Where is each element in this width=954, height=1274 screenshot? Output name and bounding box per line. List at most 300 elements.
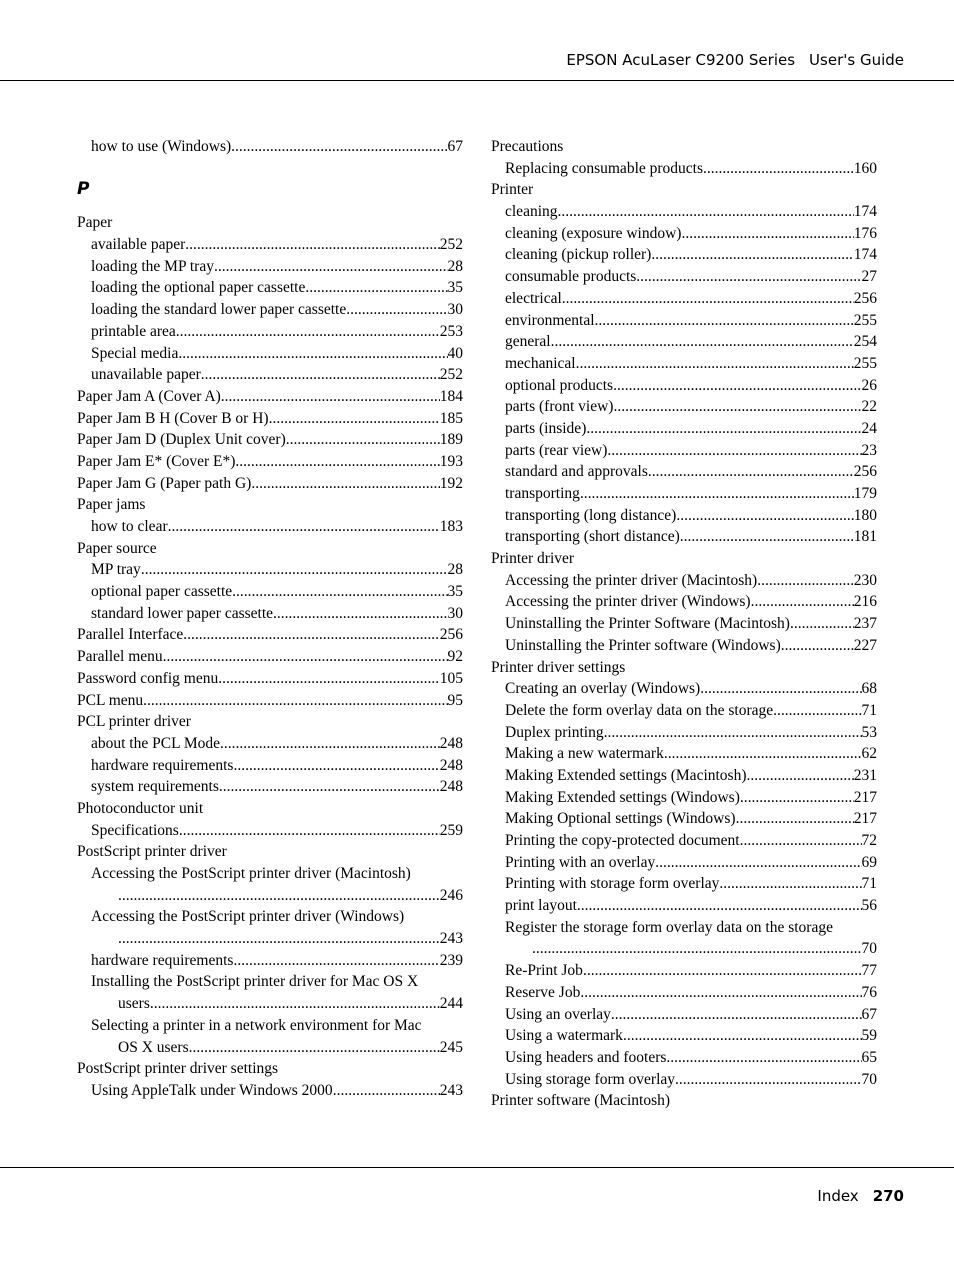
- index-entry[interactable]: [491, 678, 877, 700]
- index-entry[interactable]: [491, 331, 877, 353]
- index-entry-term: electrical: [505, 289, 562, 307]
- page-number: 270: [872, 1187, 904, 1205]
- dot-leader: [675, 1069, 861, 1091]
- index-entry[interactable]: [491, 396, 877, 418]
- index-heading: Installing the PostScript printer driver for Mac OS X: [91, 973, 419, 991]
- dot-leader: [333, 1080, 440, 1102]
- guide-title: User's Guide: [809, 51, 904, 69]
- dot-leader: [719, 873, 861, 895]
- dot-leader: [790, 613, 854, 635]
- dot-leader: [218, 668, 440, 690]
- index-entry-page: 243: [439, 930, 463, 948]
- index-entry[interactable]: [77, 451, 463, 473]
- index-entry-page: 253: [439, 322, 463, 340]
- dot-leader: [231, 136, 447, 158]
- dot-leader: [201, 364, 440, 386]
- dot-leader: [168, 516, 440, 538]
- index-entry-term: Specifications: [91, 821, 179, 839]
- index-entry-term: Uninstalling the Printer software (Windows): [505, 636, 781, 654]
- index-entry-page: 256: [853, 463, 877, 481]
- index-entry-term: Uninstalling the Printer Software (Macintosh): [505, 615, 790, 633]
- index-entry-page: 174: [853, 246, 877, 264]
- index-entry-term: optional paper cassette: [91, 583, 233, 601]
- index-entry[interactable]: [77, 993, 463, 1015]
- index-entry-term: OS X users: [118, 1038, 189, 1056]
- dot-leader: [623, 1025, 862, 1047]
- index-entry-term: Accessing the printer driver (Macintosh): [505, 571, 758, 589]
- dot-leader: [273, 603, 447, 625]
- index-entry[interactable]: [491, 418, 877, 440]
- index-entry-term: environmental: [505, 311, 595, 329]
- index-entry[interactable]: [77, 624, 463, 646]
- dot-leader: [233, 755, 439, 777]
- dot-leader: [700, 678, 861, 700]
- index-entry[interactable]: [77, 277, 463, 299]
- header-rule: [0, 80, 954, 81]
- index-entry-page: 239: [439, 951, 463, 969]
- index-entry-page: 62: [861, 745, 877, 763]
- index-heading: Selecting a printer in a network environment for Mac: [91, 1016, 422, 1034]
- dot-leader: [740, 787, 854, 809]
- index-entry[interactable]: [491, 288, 877, 310]
- index-entry-page: 181: [853, 528, 877, 546]
- index-entry[interactable]: [77, 776, 463, 798]
- index-entry[interactable]: [77, 256, 463, 278]
- index-entry-page: 185: [439, 409, 463, 427]
- index-entry-term: parts (front view): [505, 398, 614, 416]
- dot-leader: [179, 820, 440, 842]
- index-entry-term: parts (rear view): [505, 441, 608, 459]
- dot-leader: [781, 635, 854, 657]
- dot-leader: [551, 331, 854, 353]
- index-entry-term: Making Extended settings (Macintosh): [505, 766, 747, 784]
- index-entry-page: 69: [861, 853, 877, 871]
- index-entry-page: 26: [861, 376, 877, 394]
- dot-leader: [740, 830, 862, 852]
- index-entry[interactable]: [77, 136, 463, 158]
- index-entry-page: 217: [853, 788, 877, 806]
- index-entry[interactable]: [77, 690, 463, 712]
- dot-leader: [220, 733, 440, 755]
- index-entry-page: 243: [439, 1081, 463, 1099]
- index-entry[interactable]: [491, 830, 877, 852]
- index-entry-term: Password config menu: [77, 669, 219, 687]
- index-entry[interactable]: [77, 516, 463, 538]
- index-entry[interactable]: [491, 1025, 877, 1047]
- index-entry-page: 27: [861, 268, 877, 286]
- index-entry[interactable]: [77, 559, 463, 581]
- index-entry-term: Creating an overlay (Windows): [505, 680, 701, 698]
- index-entry[interactable]: [491, 635, 877, 657]
- index-entry-term: standard and approvals: [505, 463, 648, 481]
- index-entry-page: 180: [853, 506, 877, 524]
- dot-leader: [185, 234, 440, 256]
- index-entry[interactable]: [491, 1069, 877, 1091]
- dot-leader: [586, 418, 861, 440]
- index-entry-term: Re-Print Job: [505, 962, 583, 980]
- dot-leader: [143, 690, 447, 712]
- index-entry-term: Paper Jam A (Cover A): [77, 387, 221, 405]
- dot-leader: [532, 938, 862, 960]
- dot-leader: [636, 266, 861, 288]
- dot-leader: [221, 386, 440, 408]
- index-entry-term: available paper: [91, 236, 186, 254]
- index-heading: Paper jams: [77, 496, 146, 514]
- dot-leader: [233, 950, 439, 972]
- index-entry-term: general: [505, 333, 551, 351]
- index-entry-term: Parallel menu: [77, 648, 163, 666]
- index-entry-page: 72: [861, 832, 877, 849]
- index-entry[interactable]: [491, 158, 877, 180]
- index-section-letter: P: [77, 178, 90, 199]
- index-entry[interactable]: [77, 603, 463, 625]
- index-heading: Precautions: [491, 138, 564, 155]
- dot-leader: [666, 1047, 861, 1069]
- index-entry-term: Special media: [91, 344, 179, 362]
- index-entry-page: 40: [447, 344, 463, 362]
- dot-leader: [576, 353, 854, 375]
- index-entry[interactable]: [491, 722, 877, 744]
- index-entry-page: 246: [439, 886, 463, 904]
- index-entry-term: optional products: [505, 376, 614, 394]
- index-entry-page: 254: [853, 333, 877, 351]
- index-entry-page: 59: [861, 1027, 877, 1045]
- index-entry-term: cleaning (pickup roller): [505, 246, 652, 264]
- index-entry-term: Printing with an overlay: [505, 853, 656, 871]
- index-entry-page: 255: [853, 311, 877, 329]
- dot-leader: [163, 646, 448, 668]
- index-entry-term: Using an overlay: [505, 1005, 611, 1023]
- dot-leader: [214, 256, 448, 278]
- index-entry-term: Paper Jam E* (Cover E*): [77, 452, 236, 470]
- index-entry-term: loading the MP tray: [91, 257, 214, 275]
- index-entry-term: unavailable paper: [91, 366, 201, 384]
- index-entry[interactable]: [77, 473, 463, 495]
- index-entry[interactable]: [491, 201, 877, 223]
- dot-leader: [651, 244, 853, 266]
- index-entry-page: 227: [853, 636, 877, 654]
- index-entry[interactable]: [77, 343, 463, 365]
- index-entry[interactable]: [491, 613, 877, 635]
- dot-leader: [648, 461, 854, 483]
- index-entry-term: loading the standard lower paper cassette: [91, 301, 347, 319]
- index-entry[interactable]: [491, 873, 877, 895]
- index-entry-page: 70: [861, 940, 877, 958]
- dot-leader: [219, 776, 440, 798]
- index-entry-page: 24: [861, 419, 877, 437]
- index-entry-term: Parallel Interface: [77, 626, 184, 644]
- index-entry-term: cleaning: [505, 203, 558, 221]
- product-name: EPSON AcuLaser C9200 Series: [566, 51, 796, 69]
- index-entry-term: Delete the form overlay data on the storage: [505, 701, 774, 719]
- dot-leader: [655, 852, 861, 874]
- index-entry-term: Printing with storage form overlay: [505, 875, 720, 893]
- index-entry-term: Printing the copy-protected document: [505, 832, 740, 849]
- index-entry-term: Using headers and footers: [505, 1048, 667, 1066]
- footer-section: Index: [817, 1187, 859, 1205]
- dot-leader: [178, 343, 447, 365]
- dot-leader: [580, 982, 861, 1004]
- index-entry-page: 245: [439, 1038, 463, 1056]
- index-entry-page: 192: [439, 474, 463, 492]
- dot-leader: [235, 451, 439, 473]
- index-entry-term: consumable products: [505, 268, 637, 286]
- index-entry-page: 256: [853, 289, 877, 307]
- index-entry-page: 244: [439, 995, 463, 1013]
- index-entry[interactable]: [77, 733, 463, 755]
- dot-leader: [150, 993, 440, 1015]
- index-entry-term: Duplex printing: [505, 723, 604, 741]
- index-entry-page: 53: [861, 723, 877, 741]
- index-entry-page: 35: [447, 583, 463, 601]
- dot-leader: [183, 624, 439, 646]
- index-entry[interactable]: [77, 1037, 463, 1059]
- index-entry[interactable]: [77, 408, 463, 430]
- index-entry-page: 30: [447, 301, 463, 319]
- dot-leader: [562, 288, 854, 310]
- dot-leader: [577, 895, 862, 917]
- dot-leader: [613, 375, 861, 397]
- index-heading: PostScript printer driver settings: [77, 1060, 279, 1078]
- index-entry-term: Using storage form overlay: [505, 1070, 676, 1088]
- index-entry[interactable]: [491, 244, 877, 266]
- index-entry[interactable]: [77, 755, 463, 777]
- dot-leader: [558, 201, 854, 223]
- index-entry[interactable]: [491, 591, 877, 613]
- index-entry-term: Making a new watermark: [505, 745, 664, 763]
- index-entry[interactable]: [491, 310, 877, 332]
- index-entry-page: 23: [861, 441, 877, 459]
- dot-leader: [773, 700, 861, 722]
- index-entry-term: Making Extended settings (Windows): [505, 788, 740, 806]
- index-heading: PostScript printer driver: [77, 843, 227, 861]
- index-entry-page: 230: [853, 571, 877, 589]
- index-entry-page: 56: [861, 897, 877, 915]
- index-entry-term: PCL menu: [77, 691, 144, 709]
- index-column-left: [77, 136, 463, 1102]
- index-entry-page: 252: [439, 366, 463, 384]
- index-entry[interactable]: [77, 321, 463, 343]
- index-entry-page: 160: [853, 159, 877, 177]
- index-entry-page: 217: [853, 810, 877, 828]
- dot-leader: [751, 591, 854, 613]
- index-entry[interactable]: [491, 765, 877, 787]
- footer-rule: [0, 1167, 954, 1168]
- index-entry[interactable]: [491, 960, 877, 982]
- index-entry-page: 174: [853, 203, 877, 221]
- dot-leader: [269, 408, 440, 430]
- index-entry-page: 77: [861, 962, 877, 980]
- index-column-right: [491, 136, 877, 1112]
- index-entry-page: 252: [439, 236, 463, 254]
- index-entry-page: 30: [447, 604, 463, 622]
- index-entry[interactable]: [491, 938, 877, 960]
- index-entry-page: 28: [447, 257, 463, 275]
- index-entry[interactable]: [491, 375, 877, 397]
- index-heading: Paper source: [77, 539, 157, 557]
- index-entry[interactable]: [77, 928, 463, 950]
- index-entry-page: 184: [439, 387, 463, 405]
- index-entry-page: 248: [439, 756, 463, 774]
- index-entry[interactable]: [77, 885, 463, 907]
- dot-leader: [681, 223, 853, 245]
- page-header: [566, 51, 904, 69]
- dot-leader: [286, 429, 440, 451]
- index-entry-page: 259: [439, 821, 463, 839]
- index-entry[interactable]: [77, 950, 463, 972]
- index-entry[interactable]: [491, 570, 877, 592]
- index-heading: Photoconductor unit: [77, 799, 204, 817]
- index-entry[interactable]: [77, 364, 463, 386]
- dot-leader: [118, 885, 440, 907]
- index-entry-page: 193: [439, 452, 463, 470]
- index-entry[interactable]: [77, 581, 463, 603]
- index-heading: Printer driver: [491, 550, 575, 568]
- index-entry-page: 22: [861, 398, 877, 416]
- dot-leader: [118, 928, 440, 950]
- index-entry-page: 237: [853, 615, 877, 633]
- dot-leader: [757, 570, 854, 592]
- index-entry-page: 105: [439, 669, 463, 687]
- index-entry-term: system requirements: [91, 778, 219, 796]
- index-heading: Paper: [77, 214, 113, 232]
- index-entry-page: 70: [861, 1070, 877, 1088]
- dot-leader: [676, 505, 853, 527]
- index-entry-term: Paper Jam B H (Cover B or H): [77, 409, 269, 427]
- index-entry[interactable]: [491, 787, 877, 809]
- index-entry-page: 256: [439, 626, 463, 644]
- index-entry[interactable]: [491, 353, 877, 375]
- index-entry-page: 248: [439, 734, 463, 752]
- index-entry-page: 71: [861, 701, 877, 719]
- index-entry-page: 92: [447, 648, 463, 666]
- index-entry-page: 216: [853, 593, 877, 611]
- index-entry-term: transporting (short distance): [505, 528, 680, 546]
- index-entry-term: cleaning (exposure window): [505, 224, 682, 242]
- index-entry-term: how to clear: [91, 518, 168, 535]
- index-entry-term: Using a watermark: [505, 1027, 623, 1045]
- index-entry-term: parts (inside): [505, 419, 587, 437]
- index-entry[interactable]: [491, 440, 877, 462]
- dot-leader: [141, 559, 448, 581]
- dot-leader: [580, 483, 854, 505]
- index-entry-page: 65: [861, 1048, 877, 1066]
- index-entry-term: about the PCL Mode: [91, 734, 221, 752]
- dot-leader: [346, 299, 447, 321]
- index-entry-term: transporting (long distance): [505, 506, 677, 524]
- index-entry-term: Using AppleTalk under Windows 2000: [91, 1081, 333, 1099]
- index-entry-page: 248: [439, 778, 463, 796]
- dot-leader: [747, 765, 854, 787]
- index-entry-term: Replacing consumable products: [505, 159, 704, 177]
- index-entry[interactable]: [77, 299, 463, 321]
- index-entry[interactable]: [491, 852, 877, 874]
- index-entry-page: 176: [853, 224, 877, 242]
- index-entry-term: print layout: [505, 897, 577, 915]
- index-entry-term: how to use (Windows): [91, 138, 232, 155]
- index-heading: Accessing the PostScript printer driver (Windows): [91, 908, 405, 926]
- index-entry-page: 71: [861, 875, 877, 893]
- dot-leader: [611, 1004, 862, 1026]
- index-heading: PCL printer driver: [77, 713, 191, 731]
- index-heading: Register the storage form overlay data on the storage: [505, 918, 833, 936]
- index-entry[interactable]: [77, 386, 463, 408]
- dot-leader: [703, 158, 854, 180]
- index-entry[interactable]: [77, 646, 463, 668]
- index-entry-page: 189: [439, 431, 463, 449]
- index-entry[interactable]: [491, 483, 877, 505]
- dot-leader: [595, 310, 854, 332]
- dot-leader: [176, 321, 440, 343]
- index-entry-page: 28: [447, 561, 463, 579]
- index-entry-term: users: [118, 995, 150, 1013]
- index-entry[interactable]: [77, 429, 463, 451]
- index-entry[interactable]: [491, 895, 877, 917]
- index-entry[interactable]: [77, 234, 463, 256]
- index-heading: Printer: [491, 181, 534, 199]
- index-entry-term: transporting: [505, 485, 580, 502]
- index-entry-page: 179: [853, 485, 877, 502]
- index-entry[interactable]: [491, 808, 877, 830]
- index-entry[interactable]: [77, 820, 463, 842]
- index-entry-term: Making Optional settings (Windows): [505, 810, 736, 828]
- index-entry[interactable]: [491, 1004, 877, 1026]
- index-entry[interactable]: [491, 266, 877, 288]
- index-entry-page: 95: [447, 691, 463, 709]
- index-entry-term: MP tray: [91, 561, 141, 579]
- dot-leader: [305, 277, 447, 299]
- index-entry-term: Paper Jam D (Duplex Unit cover): [77, 431, 286, 449]
- page-footer: [817, 1187, 904, 1205]
- index-entry[interactable]: [491, 982, 877, 1004]
- dot-leader: [664, 743, 862, 765]
- index-entry[interactable]: [491, 526, 877, 548]
- dot-leader: [680, 526, 854, 548]
- index-entry-page: 255: [853, 354, 877, 372]
- index-entry-term: Accessing the printer driver (Windows): [505, 593, 751, 611]
- index-entry-term: hardware requirements: [91, 756, 234, 774]
- index-entry-page: 68: [861, 680, 877, 698]
- index-heading: Printer driver settings: [491, 658, 626, 676]
- index-entry-page: 76: [861, 983, 877, 1001]
- index-entry-page: 67: [861, 1005, 877, 1023]
- index-entry-term: hardware requirements: [91, 951, 234, 969]
- dot-leader: [736, 808, 854, 830]
- dot-leader: [604, 722, 862, 744]
- index-entry-page: 35: [447, 279, 463, 297]
- index-entry[interactable]: [491, 461, 877, 483]
- dot-leader: [583, 960, 862, 982]
- dot-leader: [251, 473, 439, 495]
- index-entry[interactable]: [77, 668, 463, 690]
- index-entry[interactable]: [77, 1080, 463, 1102]
- dot-leader: [607, 440, 861, 462]
- index-entry-term: printable area: [91, 322, 176, 340]
- index-entry[interactable]: [491, 223, 877, 245]
- index-entry-term: standard lower paper cassette: [91, 604, 274, 622]
- index-entry[interactable]: [491, 743, 877, 765]
- index-entry-term: Reserve Job: [505, 983, 581, 1001]
- index-entry[interactable]: [491, 505, 877, 527]
- index-entry-term: Paper Jam G (Paper path G): [77, 474, 252, 492]
- index-entry[interactable]: [491, 1047, 877, 1069]
- index-entry-term: mechanical: [505, 354, 576, 372]
- index-entry[interactable]: [491, 700, 877, 722]
- dot-leader: [232, 581, 447, 603]
- dot-leader: [189, 1037, 440, 1059]
- index-entry-page: 67: [447, 138, 463, 155]
- index-entry-term: loading the optional paper cassette: [91, 279, 306, 297]
